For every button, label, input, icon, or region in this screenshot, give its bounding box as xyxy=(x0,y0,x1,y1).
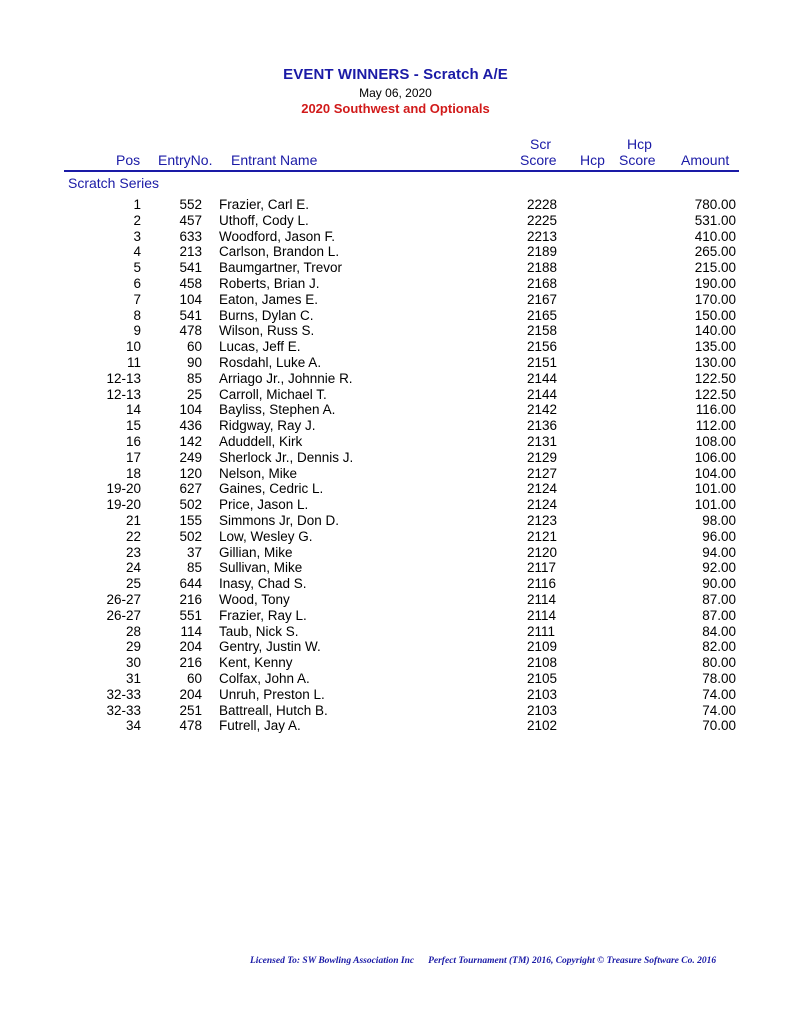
row-entry-no: 478 xyxy=(179,718,202,734)
row-entrant-name: Gillian, Mike xyxy=(219,544,293,560)
row-scratch-score: 2158 xyxy=(527,323,558,339)
row-entrant-name: Wilson, Russ S. xyxy=(219,323,315,339)
row-pos: 1 xyxy=(133,197,141,212)
row-entry-no: 85 xyxy=(186,370,202,386)
row-scratch-score: 2124 xyxy=(527,481,558,497)
row-entrant-name: Sullivan, Mike xyxy=(219,560,303,576)
row-entry-no: 249 xyxy=(179,449,202,465)
row-amount: 104.00 xyxy=(694,465,736,481)
row-scratch-score: 2142 xyxy=(527,402,558,418)
row-scratch-score: 2102 xyxy=(527,718,558,734)
row-scratch-score: 2129 xyxy=(527,449,558,465)
row-entry-no: 502 xyxy=(179,497,202,513)
table-row xyxy=(0,450,791,466)
row-entrant-name: Taub, Nick S. xyxy=(219,623,299,639)
table-row xyxy=(0,545,791,561)
table-row xyxy=(0,355,791,371)
row-entry-no: 104 xyxy=(179,402,202,418)
table-row xyxy=(0,497,791,513)
row-entrant-name: Unruh, Preston L. xyxy=(219,686,325,702)
row-entrant-name: Uthoff, Cody L. xyxy=(219,212,309,228)
row-entrant-name: Colfax, John A. xyxy=(219,670,310,686)
row-pos: 9 xyxy=(133,323,141,339)
table-row xyxy=(0,624,791,640)
table-row xyxy=(0,718,791,734)
row-amount: 94.00 xyxy=(702,544,736,560)
row-scratch-score: 2144 xyxy=(527,370,558,386)
row-amount: 265.00 xyxy=(694,244,736,260)
row-pos: 25 xyxy=(125,576,141,592)
row-pos: 17 xyxy=(125,449,141,465)
row-amount: 87.00 xyxy=(702,591,736,607)
table-row xyxy=(0,560,791,576)
table-row xyxy=(0,387,791,403)
row-amount: 92.00 xyxy=(702,560,736,576)
col-header-amount: Amount xyxy=(681,152,730,168)
row-entry-no: 104 xyxy=(179,291,202,307)
row-amount: 170.00 xyxy=(694,291,736,307)
row-scratch-score: 2114 xyxy=(527,591,557,607)
row-pos: 4 xyxy=(133,244,141,260)
row-scratch-score: 2151 xyxy=(527,354,558,370)
row-scratch-score: 2109 xyxy=(527,639,558,655)
row-scratch-score: 2228 xyxy=(527,197,558,212)
col-header-name: Entrant Name xyxy=(231,152,318,168)
table-row xyxy=(0,292,791,308)
row-scratch-score: 2213 xyxy=(527,228,558,244)
row-amount: 150.00 xyxy=(694,307,736,323)
table-row xyxy=(0,529,791,545)
row-amount: 82.00 xyxy=(702,639,736,655)
row-scratch-score: 2114 xyxy=(527,607,557,623)
row-amount: 410.00 xyxy=(694,228,736,244)
row-entry-no: 551 xyxy=(179,607,202,623)
row-entry-no: 458 xyxy=(179,275,202,291)
row-amount: 112.00 xyxy=(695,418,736,434)
row-pos: 19-20 xyxy=(106,481,141,497)
row-pos: 23 xyxy=(125,544,141,560)
row-amount: 780.00 xyxy=(694,197,736,212)
row-entry-no: 60 xyxy=(186,339,202,355)
results-table xyxy=(0,197,791,734)
row-amount: 215.00 xyxy=(694,260,736,276)
section-title: Scratch Series xyxy=(68,175,160,191)
row-scratch-score: 2225 xyxy=(527,212,558,228)
row-scratch-score: 2103 xyxy=(527,702,558,718)
row-entrant-name: Nelson, Mike xyxy=(219,465,298,481)
row-pos: 24 xyxy=(125,560,141,576)
row-entrant-name: Kent, Kenny xyxy=(219,655,293,671)
col-header-hcp-score-top: Hcp xyxy=(627,136,652,152)
row-scratch-score: 2167 xyxy=(527,291,558,307)
row-amount: 122.50 xyxy=(694,370,736,386)
row-entrant-name: Price, Jason L. xyxy=(219,497,309,513)
report-subtitle: 2020 Southwest and Optionals xyxy=(301,101,490,116)
row-entrant-name: Gentry, Justin W. xyxy=(219,639,321,655)
row-entry-no: 644 xyxy=(179,576,202,592)
row-entry-no: 114 xyxy=(180,623,202,639)
row-scratch-score: 2127 xyxy=(527,465,558,481)
row-scratch-score: 2123 xyxy=(527,512,558,528)
table-row xyxy=(0,197,791,213)
row-amount: 96.00 xyxy=(702,528,736,544)
row-pos: 11 xyxy=(126,354,141,370)
row-scratch-score: 2105 xyxy=(527,670,558,686)
row-scratch-score: 2124 xyxy=(527,497,558,513)
row-entry-no: 155 xyxy=(179,512,202,528)
col-header-pos: Pos xyxy=(116,152,141,168)
table-row xyxy=(0,229,791,245)
row-pos: 34 xyxy=(125,718,141,734)
row-amount: 74.00 xyxy=(702,686,736,702)
row-entrant-name: Wood, Tony xyxy=(219,591,290,607)
row-amount: 140.00 xyxy=(694,323,736,339)
row-scratch-score: 2108 xyxy=(527,655,558,671)
table-row xyxy=(0,703,791,719)
row-entrant-name: Rosdahl, Luke A. xyxy=(219,354,322,370)
table-row xyxy=(0,213,791,229)
row-pos: 12-13 xyxy=(106,370,141,386)
row-pos: 31 xyxy=(125,670,141,686)
row-entry-no: 552 xyxy=(179,197,202,212)
row-entrant-name: Carlson, Brandon L. xyxy=(219,244,340,260)
row-entry-no: 541 xyxy=(179,260,202,276)
row-entry-no: 502 xyxy=(179,528,202,544)
row-pos: 19-20 xyxy=(106,497,141,513)
row-pos: 32-33 xyxy=(106,702,141,718)
row-pos: 3 xyxy=(133,228,141,244)
row-entry-no: 90 xyxy=(186,354,202,370)
row-entrant-name: Woodford, Jason F. xyxy=(219,228,336,244)
row-amount: 80.00 xyxy=(702,655,736,671)
row-pos: 7 xyxy=(133,291,141,307)
row-scratch-score: 2168 xyxy=(527,275,558,291)
table-row xyxy=(0,481,791,497)
row-amount: 106.00 xyxy=(694,449,736,465)
row-entrant-name: Roberts, Brian J. xyxy=(219,275,320,291)
row-amount: 84.00 xyxy=(702,623,736,639)
row-pos: 16 xyxy=(125,433,141,449)
row-entry-no: 436 xyxy=(179,418,202,434)
table-row xyxy=(0,513,791,529)
header-divider xyxy=(64,170,739,172)
table-row xyxy=(0,339,791,355)
row-entrant-name: Futrell, Jay A. xyxy=(219,718,301,734)
table-row xyxy=(0,671,791,687)
row-amount: 130.00 xyxy=(694,354,736,370)
row-amount: 98.00 xyxy=(702,512,736,528)
table-row xyxy=(0,655,791,671)
row-entrant-name: Burns, Dylan C. xyxy=(219,307,314,323)
row-entry-no: 25 xyxy=(186,386,202,402)
table-row xyxy=(0,402,791,418)
row-amount: 101.00 xyxy=(694,497,736,513)
row-scratch-score: 2121 xyxy=(527,528,558,544)
row-entrant-name: Simmons Jr, Don D. xyxy=(219,512,340,528)
row-entrant-name: Battreall, Hutch B. xyxy=(219,702,328,718)
row-entrant-name: Frazier, Carl E. xyxy=(219,197,310,212)
row-pos: 14 xyxy=(125,402,141,418)
row-entry-no: 457 xyxy=(179,212,202,228)
row-amount: 531.00 xyxy=(694,212,736,228)
table-row xyxy=(0,639,791,655)
row-amount: 116.00 xyxy=(695,402,736,418)
row-entry-no: 37 xyxy=(186,544,202,560)
table-row xyxy=(0,308,791,324)
row-entrant-name: Sherlock Jr., Dennis J. xyxy=(219,449,354,465)
row-entrant-name: Aduddell, Kirk xyxy=(219,433,303,449)
row-pos: 21 xyxy=(125,512,141,528)
row-scratch-score: 2117 xyxy=(527,560,557,576)
row-pos: 26-27 xyxy=(106,607,141,623)
row-pos: 30 xyxy=(125,655,141,671)
row-pos: 6 xyxy=(133,275,141,291)
row-amount: 74.00 xyxy=(702,702,736,718)
footer-copyright: Perfect Tournament (TM) 2016, Copyright © Treasure Software Co. 2016 xyxy=(428,956,717,966)
row-amount: 108.00 xyxy=(694,433,736,449)
row-scratch-score: 2131 xyxy=(527,433,558,449)
row-pos: 10 xyxy=(125,339,141,355)
table-row xyxy=(0,434,791,450)
row-entry-no: 251 xyxy=(179,702,202,718)
row-scratch-score: 2111 xyxy=(527,623,556,639)
row-entrant-name: Lucas, Jeff E. xyxy=(219,339,301,355)
table-row xyxy=(0,687,791,703)
table-row xyxy=(0,576,791,592)
row-scratch-score: 2188 xyxy=(527,260,558,276)
table-row xyxy=(0,592,791,608)
row-pos: 15 xyxy=(125,418,141,434)
row-entry-no: 142 xyxy=(179,433,202,449)
row-pos: 28 xyxy=(125,623,141,639)
row-entry-no: 541 xyxy=(179,307,202,323)
row-amount: 87.00 xyxy=(702,607,736,623)
row-entrant-name: Gaines, Cedric L. xyxy=(219,481,324,497)
table-row xyxy=(0,608,791,624)
row-entrant-name: Bayliss, Stephen A. xyxy=(219,402,336,418)
row-pos: 18 xyxy=(125,465,141,481)
row-entry-no: 213 xyxy=(179,244,202,260)
row-entrant-name: Arriago Jr., Johnnie R. xyxy=(219,370,353,386)
row-entrant-name: Inasy, Chad S. xyxy=(219,576,307,592)
row-entrant-name: Frazier, Ray L. xyxy=(219,607,307,623)
row-entrant-name: Carroll, Michael T. xyxy=(219,386,327,402)
footer xyxy=(250,956,716,966)
report-date: May 06, 2020 xyxy=(359,86,432,100)
table-row xyxy=(0,323,791,339)
table-row xyxy=(0,276,791,292)
row-amount: 122.50 xyxy=(694,386,736,402)
row-amount: 70.00 xyxy=(702,718,736,734)
row-entry-no: 85 xyxy=(186,560,202,576)
row-scratch-score: 2103 xyxy=(527,686,558,702)
row-entry-no: 216 xyxy=(179,591,202,607)
row-scratch-score: 2189 xyxy=(527,244,558,260)
row-scratch-score: 2116 xyxy=(527,576,557,592)
col-header-scr-top: Scr xyxy=(530,136,551,152)
row-pos: 22 xyxy=(125,528,141,544)
row-pos: 2 xyxy=(133,212,141,228)
row-scratch-score: 2120 xyxy=(527,544,558,560)
row-amount: 101.00 xyxy=(694,481,736,497)
row-scratch-score: 2156 xyxy=(527,339,558,355)
col-header-hcp: Hcp xyxy=(580,152,605,168)
table-row xyxy=(0,418,791,434)
row-scratch-score: 2165 xyxy=(527,307,558,323)
report-title: EVENT WINNERS - Scratch A/E xyxy=(283,66,508,83)
table-row xyxy=(0,371,791,387)
row-amount: 190.00 xyxy=(694,275,736,291)
row-scratch-score: 2144 xyxy=(527,386,558,402)
row-entry-no: 627 xyxy=(179,481,202,497)
row-pos: 8 xyxy=(133,307,141,323)
row-entrant-name: Eaton, James E. xyxy=(219,291,319,307)
row-amount: 135.00 xyxy=(694,339,736,355)
row-entrant-name: Baumgartner, Trevor xyxy=(219,260,343,276)
row-entrant-name: Low, Wesley G. xyxy=(219,528,313,544)
row-entry-no: 633 xyxy=(179,228,202,244)
table-row xyxy=(0,260,791,276)
row-pos: 32-33 xyxy=(106,686,141,702)
table-row xyxy=(0,466,791,482)
row-entrant-name: Ridgway, Ray J. xyxy=(219,418,316,434)
table-row xyxy=(0,244,791,260)
row-scratch-score: 2136 xyxy=(527,418,558,434)
col-header-hcp-score-bottom: Score xyxy=(619,152,656,168)
col-header-entry: EntryNo. xyxy=(158,152,213,168)
row-pos: 26-27 xyxy=(106,591,141,607)
row-entry-no: 60 xyxy=(186,670,202,686)
row-amount: 90.00 xyxy=(702,576,736,592)
row-amount: 78.00 xyxy=(702,670,736,686)
row-entry-no: 204 xyxy=(179,639,202,655)
row-entry-no: 120 xyxy=(179,465,202,481)
row-pos: 12-13 xyxy=(106,386,141,402)
row-pos: 29 xyxy=(125,639,141,655)
row-entry-no: 216 xyxy=(179,655,202,671)
col-header-scr-bottom: Score xyxy=(520,152,557,168)
footer-license: Licensed To: SW Bowling Association Inc xyxy=(250,956,415,966)
row-pos: 5 xyxy=(133,260,141,276)
row-entry-no: 478 xyxy=(179,323,202,339)
row-entry-no: 204 xyxy=(179,686,202,702)
